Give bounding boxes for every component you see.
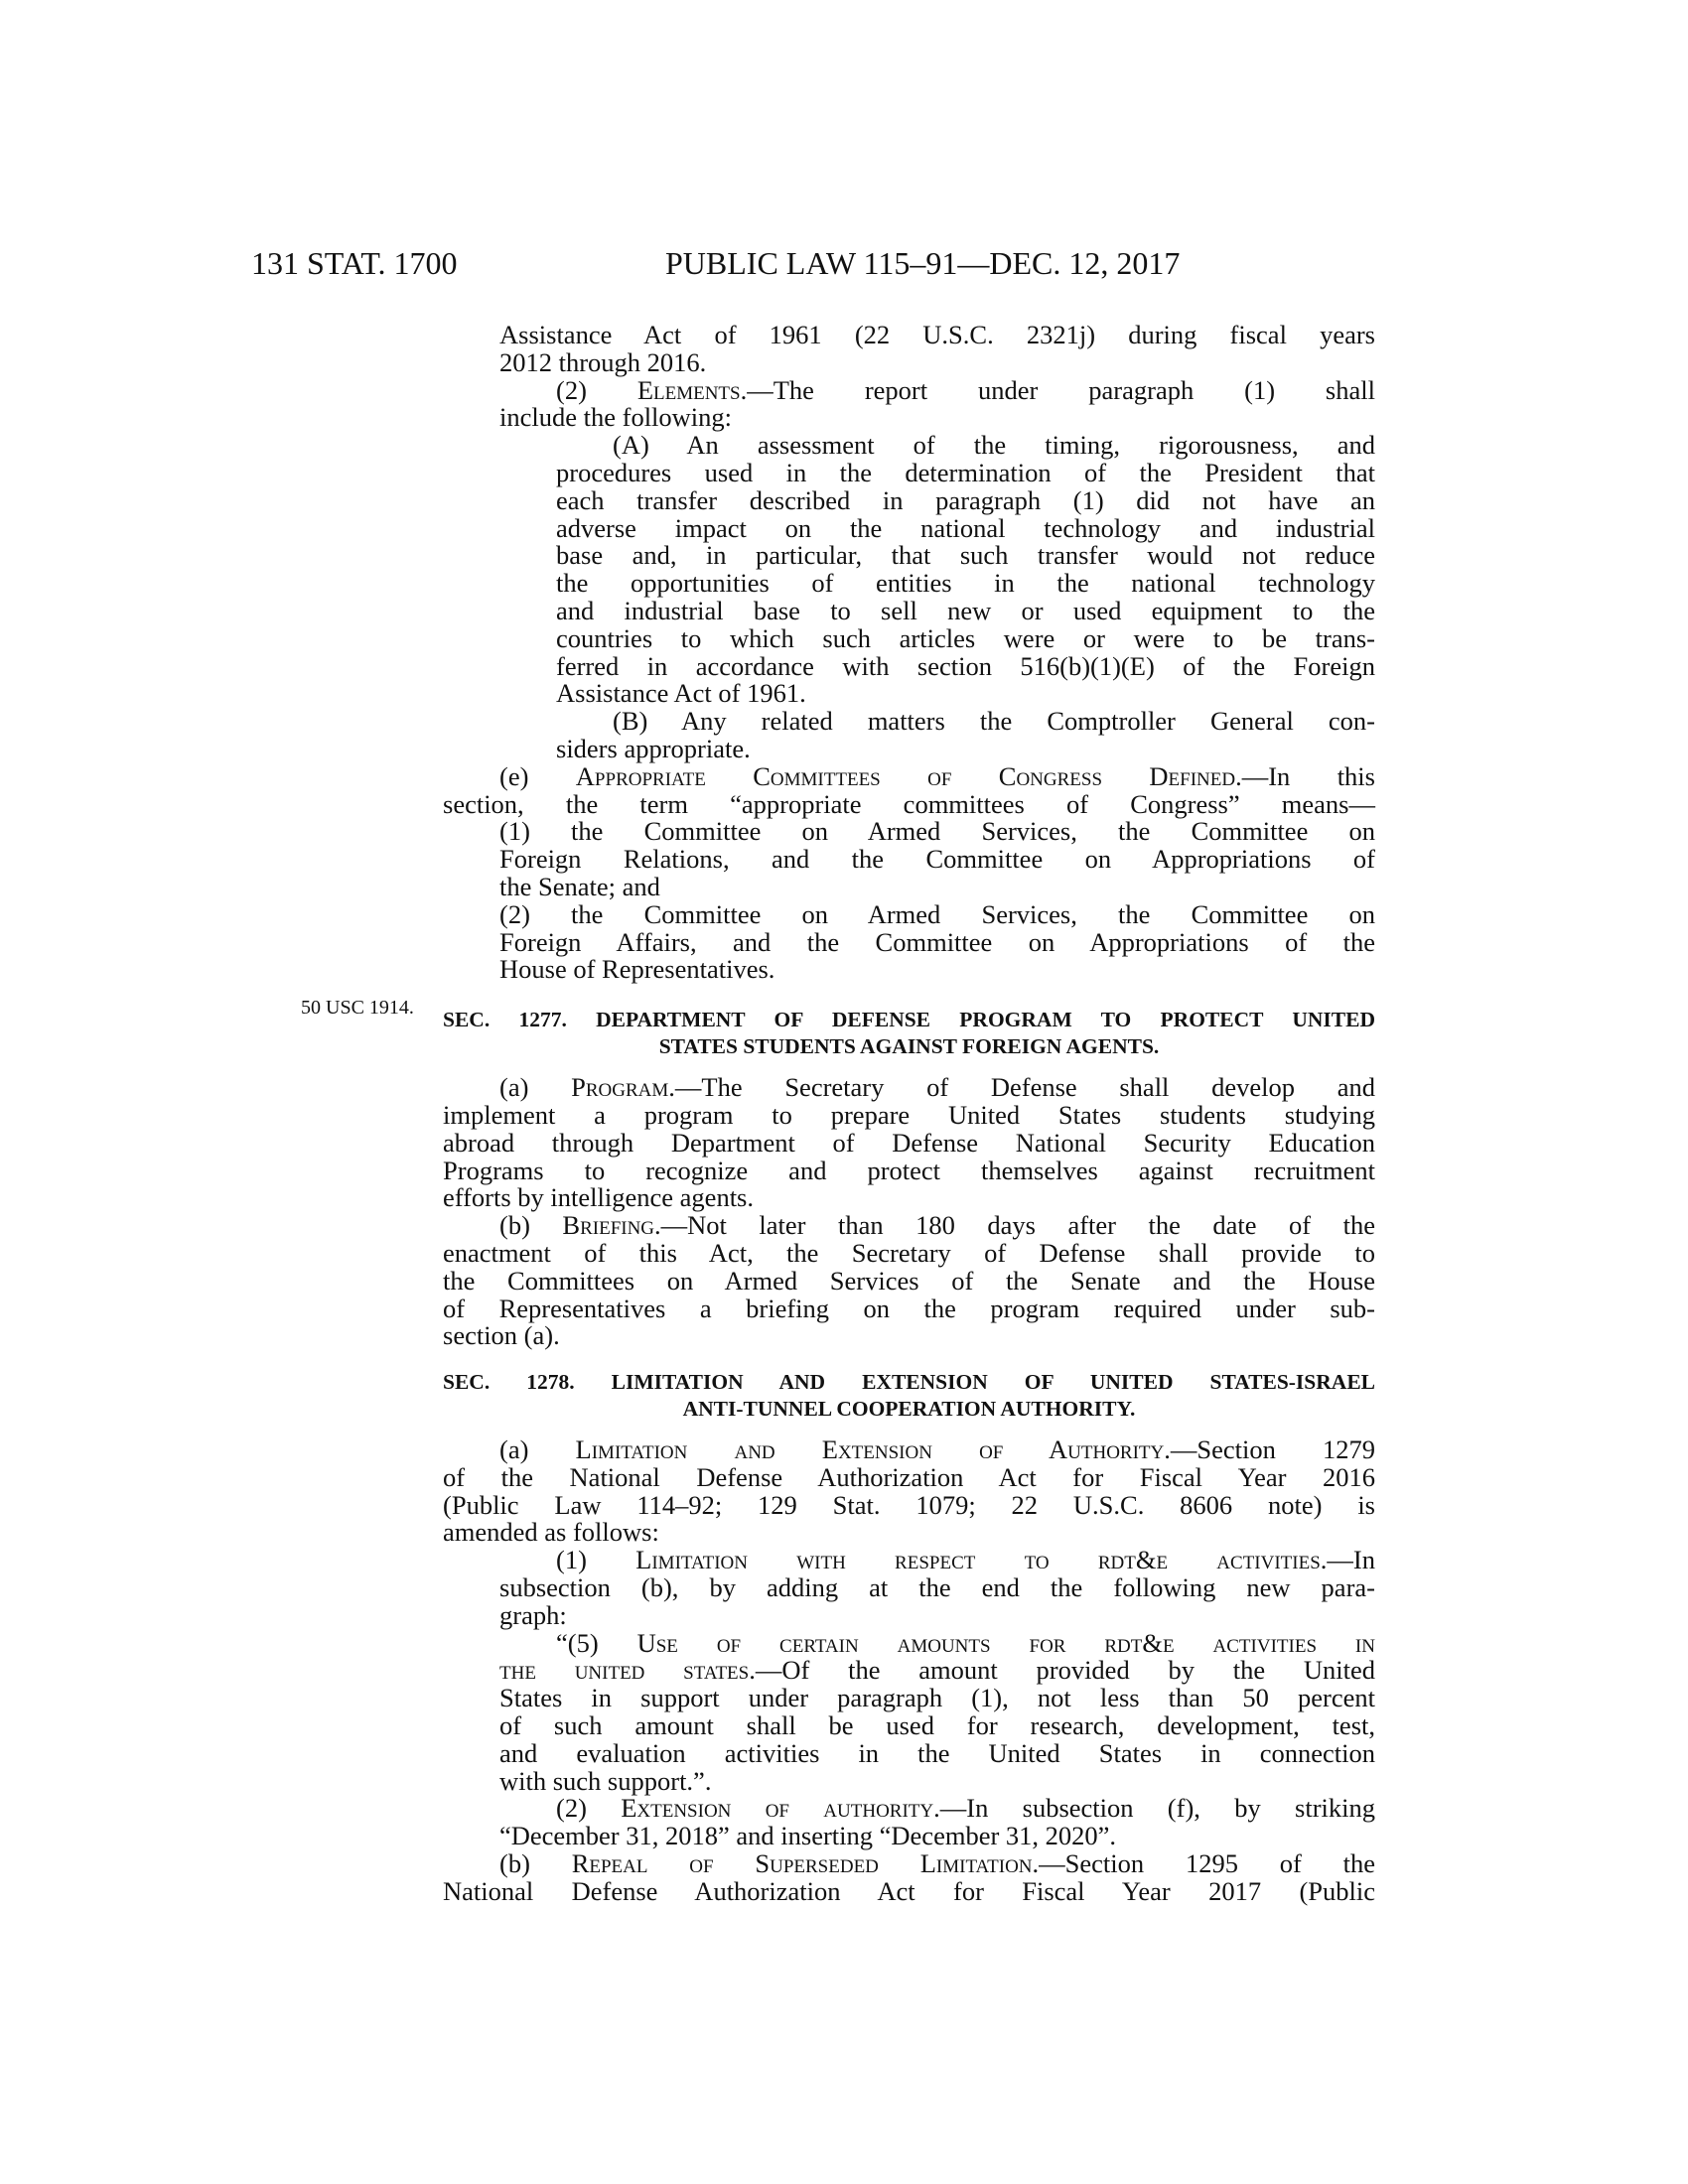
text-line: (B) Any related matters the Comptroller General con- — [613, 706, 1375, 737]
text-line: House of Representatives. — [499, 954, 775, 985]
text-line: and industrial base to sell new or used equipment to the — [556, 595, 1375, 625]
text-line: with such support.”. — [499, 1765, 712, 1796]
text-line: procedures used in the determination of the President that — [556, 457, 1375, 487]
text-line: siders appropriate. — [556, 733, 751, 763]
text-line: Assistance Act of 1961 (22 U.S.C. 2321j) during fiscal years — [499, 320, 1375, 349]
text-line: (a) Limitation and Extension of Authority.—Section 1279 — [499, 1434, 1375, 1465]
text-line: (2) the Committee on Armed Services, the Committee on — [499, 898, 1375, 929]
text-line: (e) Appropriate Committees of Congress Defined.—In this — [499, 760, 1375, 791]
text-line: National Defense Authorization Act for Fiscal Year 2017 (Public — [443, 1875, 1375, 1906]
text-line: 2012 through 2016. — [499, 346, 707, 377]
section-heading — [443, 1007, 1375, 1060]
margin-note: 50 USC 1914. — [301, 997, 414, 1019]
text-line: Programs to recognize and protect themselves against recruitment — [443, 1155, 1375, 1185]
text-line: implement a program to prepare United States students studying — [443, 1099, 1375, 1130]
text-line: abroad through Department of Defense National Security Education — [443, 1127, 1375, 1158]
text-line: Foreign Affairs, and the Committee on Appropriations of the — [499, 926, 1375, 957]
text-line: (1) Limitation with respect to rdt&e activities.—In — [556, 1545, 1375, 1575]
text-line: each transfer described in paragraph (1) did not have an — [556, 484, 1375, 515]
text-line: of the National Defense Authorization Act for Fiscal Year 2016 — [443, 1461, 1375, 1492]
text-line: efforts by intelligence agents. — [443, 1182, 754, 1213]
text-line: section, the term “appropriate committees of Congress” means— — [443, 788, 1375, 819]
text-line: (Public Law 114–92; 129 Stat. 1079; 22 U.S.C. 8606 note) is — [443, 1489, 1375, 1520]
text-line: (A) An assessment of the timing, rigorousness, and — [613, 430, 1375, 461]
text-line: countries to which such articles were or were to be trans- — [556, 622, 1375, 653]
text-line: (b) Briefing.—Not later than 180 days after the date of the — [499, 1210, 1375, 1241]
text-line: States in support under paragraph (1), not less than 50 percent — [499, 1683, 1375, 1713]
text-line: subsection (b), by adding at the end the following new para- — [499, 1572, 1375, 1603]
statute-body — [443, 320, 1376, 1906]
text-line: and evaluation activities in the United States in connection — [499, 1737, 1375, 1768]
text-line: (1) the Committee on Armed Services, the Committee on — [499, 816, 1375, 847]
text-line: Assistance Act of 1961. — [556, 678, 806, 709]
text-line: adverse impact on the national technology and industrial — [556, 512, 1375, 543]
section-heading-line: SEC. 1278. LIMITATION AND EXTENSION OF UNITED STATES-ISRAEL — [443, 1370, 1375, 1395]
section-heading-line: ANTI-TUNNEL COOPERATION AUTHORITY. — [682, 1397, 1136, 1422]
text-line: the Senate; and — [499, 871, 660, 901]
text-line: Foreign Relations, and the Committee on Appropriations of — [499, 844, 1375, 875]
section-heading-line: STATES STUDENTS AGAINST FOREIGN AGENTS. — [658, 1034, 1160, 1059]
text-line: the Committees on Armed Services of the Senate and the House — [443, 1265, 1375, 1296]
text-line: of Representatives a briefing on the program required under sub- — [443, 1293, 1375, 1323]
page-reference: 131 STAT. 1700 — [251, 245, 458, 281]
text-line: amended as follows: — [443, 1517, 659, 1548]
text-line: ferred in accordance with section 516(b)(1)(E) of the Foreign — [556, 650, 1375, 681]
section-heading-line: SEC. 1277. DEPARTMENT OF DEFENSE PROGRAM TO PROTECT UNITED — [443, 1008, 1375, 1032]
text-line: “(5) Use of certain amounts for rdt&e activities in — [556, 1627, 1375, 1658]
text-line: include the following: — [499, 402, 733, 433]
text-line: section (a). — [443, 1320, 560, 1351]
text-line: “December 31, 2018” and inserting “December 31, 2020”. — [499, 1821, 1117, 1851]
text-line: the opportunities of entities in the national technology — [556, 568, 1375, 599]
text-line: the united states.—Of the amount provided by the United — [499, 1655, 1375, 1686]
text-line: graph: — [499, 1599, 567, 1630]
text-line: base and, in particular, that such transfer would not reduce — [556, 540, 1375, 571]
text-line: (2) Extension of authority.—In subsection (f), by striking — [556, 1793, 1375, 1824]
text-line: of such amount shall be used for research, development, test, — [499, 1710, 1375, 1741]
text-line: enactment of this Act, the Secretary of Defense shall provide to — [443, 1237, 1375, 1268]
text-line: (a) Program.—The Secretary of Defense shall develop and — [499, 1072, 1375, 1103]
section-heading — [443, 1369, 1375, 1423]
text-line: (2) Elements.—The report under paragraph (1) shall — [556, 374, 1375, 405]
text-line: (b) Repeal of Superseded Limitation.—Section 1295 of the — [499, 1848, 1376, 1879]
running-title: PUBLIC LAW 115–91—DEC. 12, 2017 — [665, 245, 1181, 281]
